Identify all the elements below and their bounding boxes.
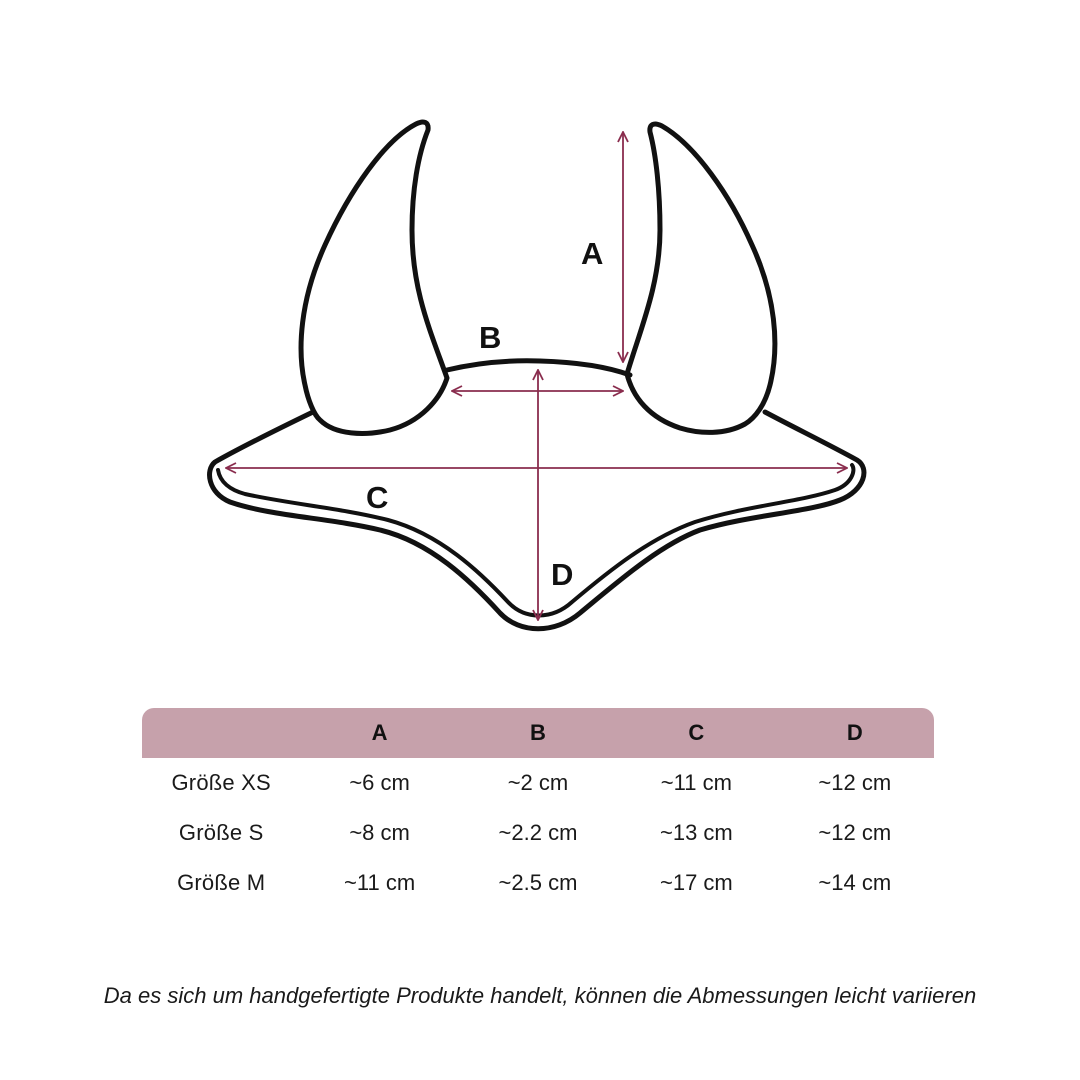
value-b: ~2.5 cm	[498, 870, 578, 895]
value-d: ~12 cm	[818, 820, 892, 845]
value-a: ~11 cm	[344, 870, 416, 895]
label-c: C	[366, 480, 389, 515]
footnote: Da es sich um handgefertigte Produkte handelt, können die Abmessungen leicht variieren	[103, 983, 977, 1008]
table-row	[142, 808, 934, 858]
label-b: B	[479, 320, 502, 355]
size-name: Größe M	[177, 870, 266, 895]
header-cell-b: B	[459, 708, 617, 758]
header-cell-a: A	[300, 708, 458, 758]
value-d: ~14 cm	[818, 870, 892, 895]
table-row	[142, 758, 934, 808]
label-a: A	[581, 236, 604, 271]
table-row	[142, 858, 934, 908]
header-cell-empty	[142, 708, 300, 758]
right-ear-outline	[627, 124, 775, 432]
label-d: D	[551, 557, 574, 592]
table-header-row	[142, 708, 934, 758]
value-c: ~13 cm	[659, 820, 733, 845]
value-b: ~2.2 cm	[498, 820, 578, 845]
header-cell-d: D	[776, 708, 934, 758]
size-name: Größe XS	[171, 770, 271, 795]
value-a: ~6 cm	[349, 770, 410, 795]
value-c: ~11 cm	[660, 770, 732, 795]
value-c: ~17 cm	[659, 870, 733, 895]
value-d: ~12 cm	[818, 770, 892, 795]
bonnet-band-trim	[218, 465, 853, 616]
size-table	[142, 708, 934, 908]
header-cell-c: C	[617, 708, 775, 758]
value-a: ~8 cm	[349, 820, 410, 845]
size-name: Größe S	[178, 820, 264, 845]
value-b: ~2 cm	[507, 770, 569, 795]
bonnet-band-outline	[210, 412, 864, 629]
left-ear-outline	[301, 122, 447, 433]
